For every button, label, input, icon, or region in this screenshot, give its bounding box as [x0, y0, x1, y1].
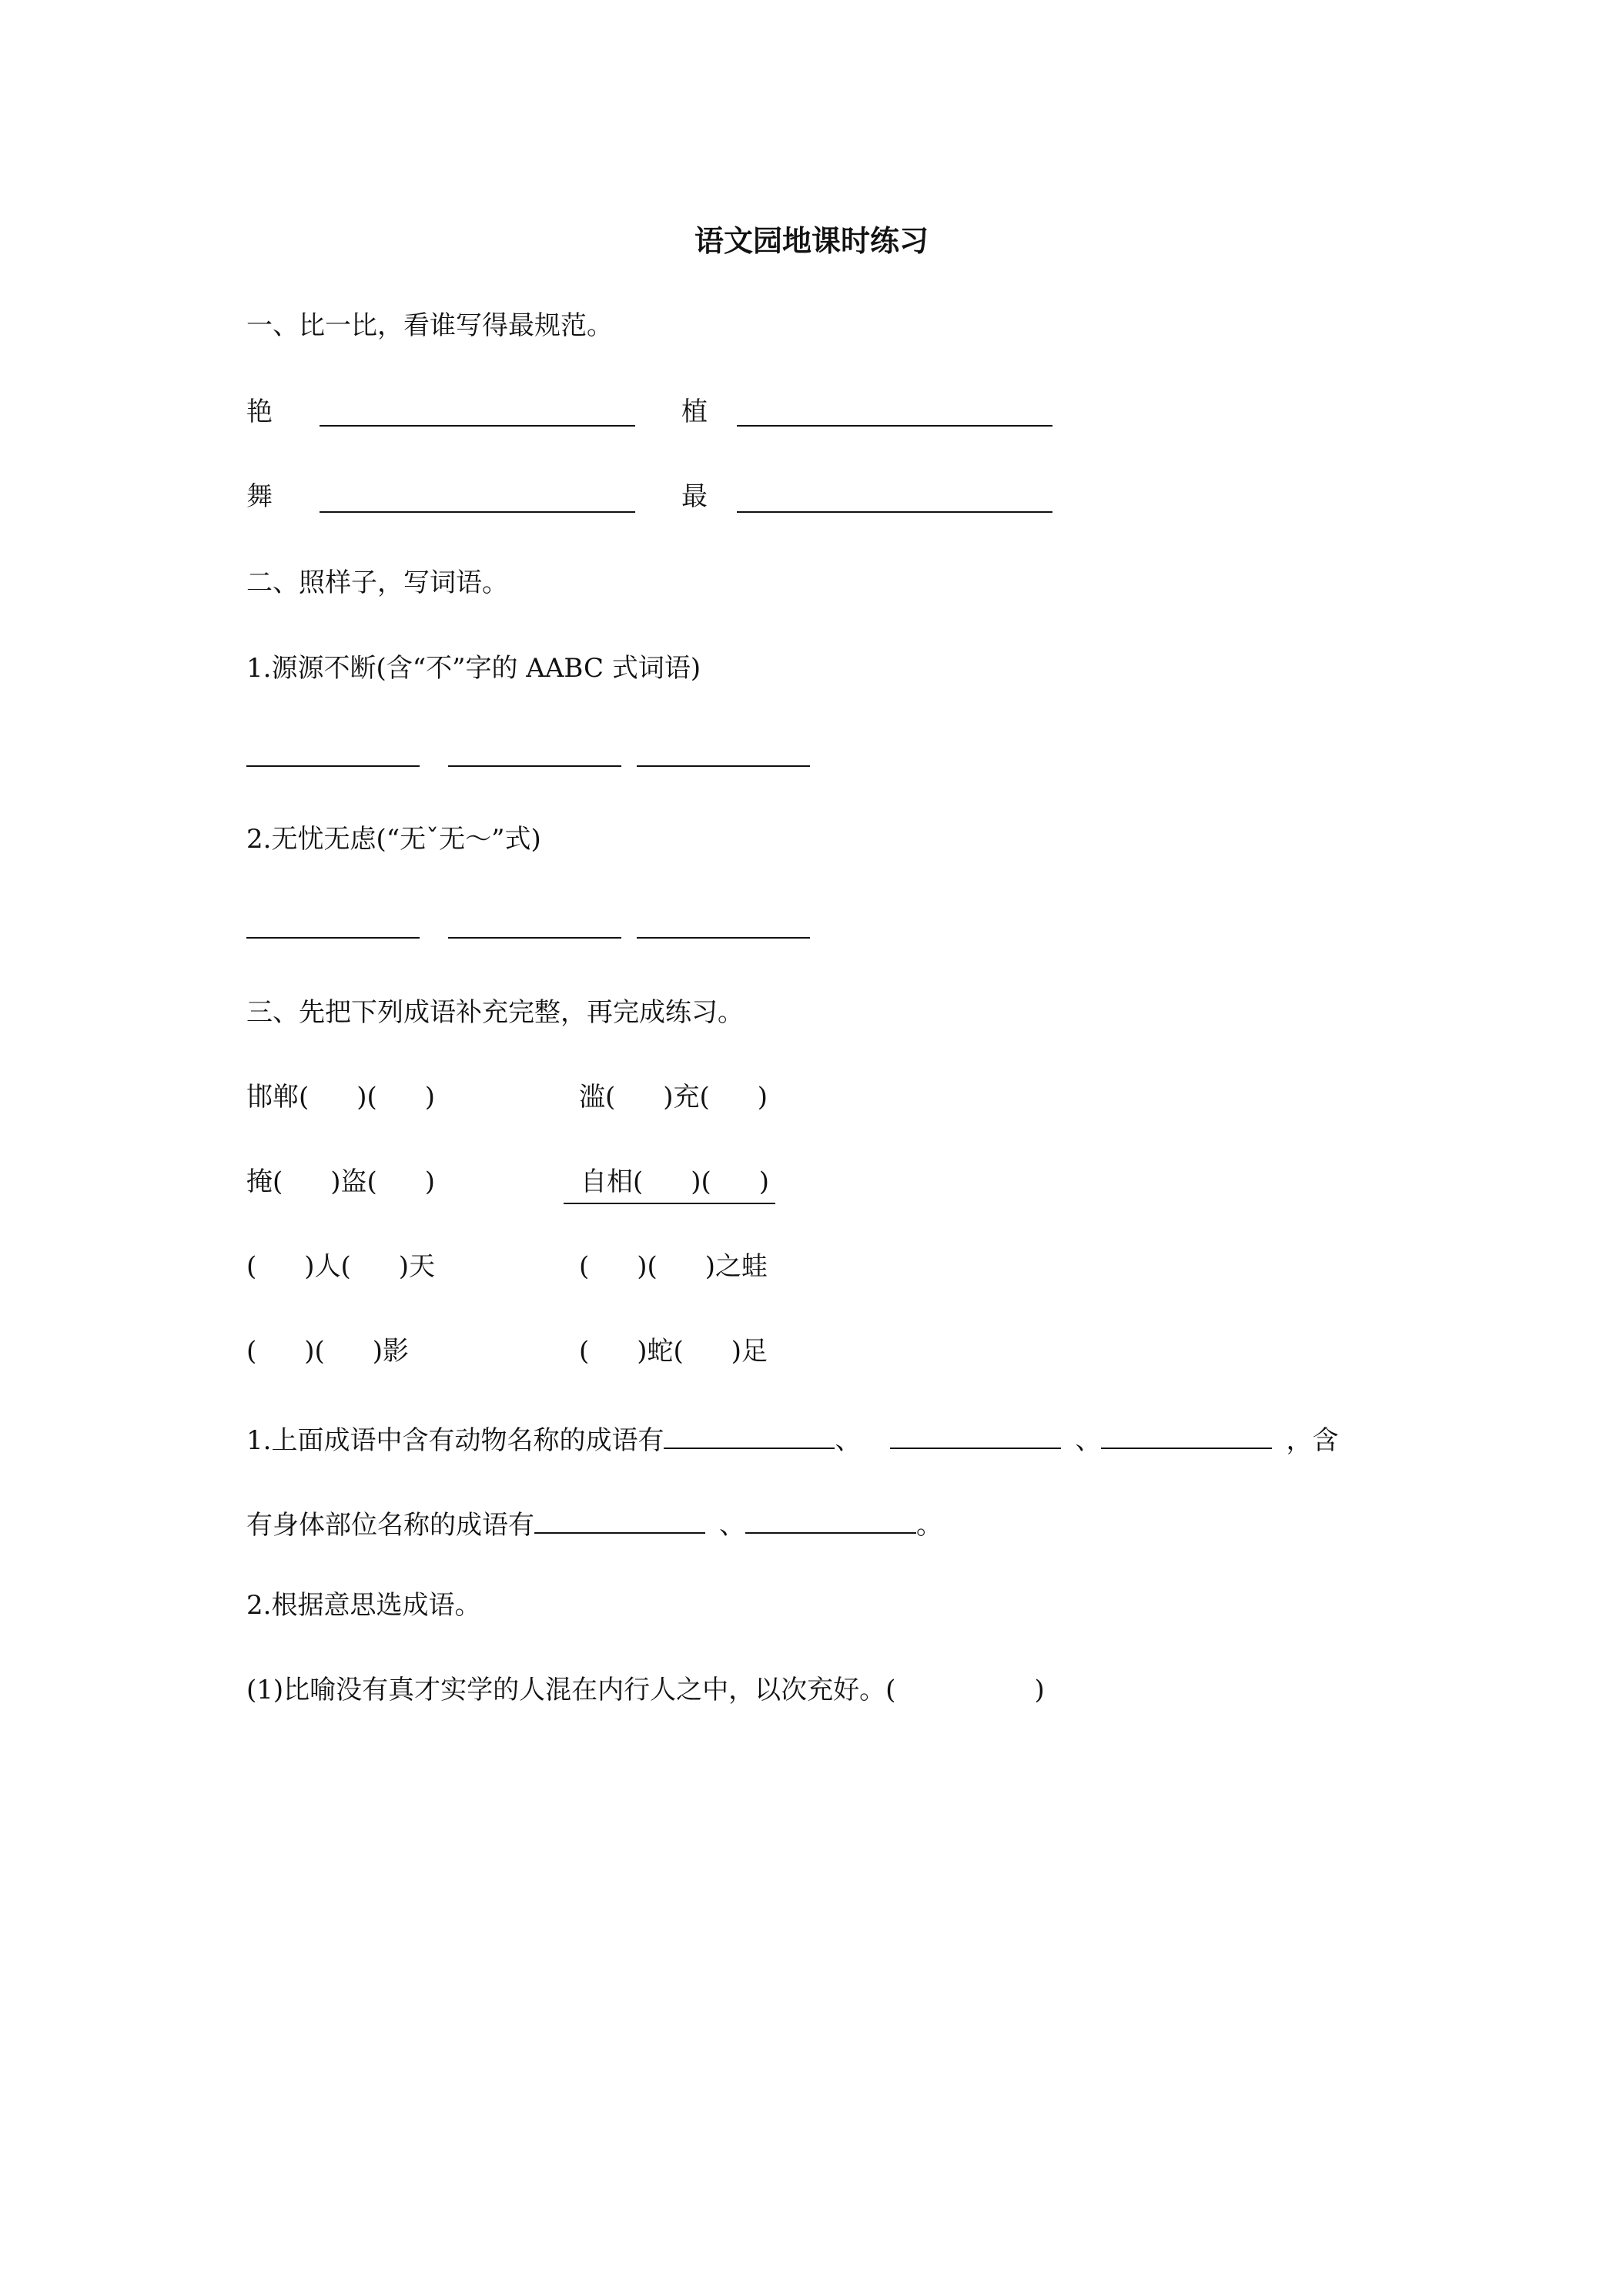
blank-zui[interactable] [737, 510, 1052, 513]
char-wu: 舞 [246, 481, 273, 512]
section2-q2: 2.无忧无虑(“无ˇ无～”式) [246, 824, 541, 855]
idiom-handan-xuebu: 邯郸( )( ) [246, 1082, 436, 1113]
section3-q2-1: (1)比喻没有真才实学的人混在内行人之中，以次充好。( ) [246, 1675, 1045, 1705]
idiom-jingdi-zhiwa: ( )( )之蛙 [579, 1251, 768, 1282]
section3-heading: 三、先把下列成语补充完整，再完成练习。 [246, 997, 744, 1028]
q1-blank-3[interactable] [637, 764, 810, 767]
idiom-rendingshengtian: ( )人( )天 [246, 1251, 436, 1282]
blank-zhi[interactable] [737, 423, 1052, 427]
section2-heading: 二、照样子，写词语。 [246, 567, 508, 598]
q2-blank-1[interactable] [246, 935, 420, 939]
idiom-lanyu-chongshu: 滥( )充( ) [579, 1082, 768, 1113]
char-zhi: 植 [681, 397, 708, 427]
q1-blank-1[interactable] [246, 764, 420, 767]
char-zui: 最 [681, 481, 708, 512]
q1-blank-2[interactable] [448, 764, 621, 767]
animal-idiom-blank-3[interactable] [1101, 1417, 1272, 1449]
section2-q1: 1.源源不断(含“不”字的 AABC 式词语) [246, 653, 701, 684]
page-title: 语文园地课时练习 [694, 223, 929, 258]
idiom-yaner-daoling: 掩( )盗( ) [246, 1166, 436, 1197]
idiom-zixiang-maodun: 自相( )( ) [564, 1163, 775, 1204]
idiom-huashe-tianzu: ( )蛇( )足 [579, 1336, 768, 1367]
section1-heading: 一、比一比，看谁写得最规范。 [246, 310, 613, 341]
animal-idiom-blank-1[interactable] [664, 1417, 835, 1449]
blank-wu[interactable] [320, 510, 635, 513]
char-yan: 艳 [246, 397, 273, 427]
body-idiom-blank-1[interactable] [534, 1501, 705, 1534]
q2-blank-3[interactable] [637, 935, 810, 939]
section3-q2: 2.根据意思选成语。 [246, 1590, 481, 1621]
animal-idiom-blank-2[interactable] [890, 1417, 1061, 1449]
section3-q1-line2: 有身体部位名称的成语有 、 。 [246, 1501, 942, 1545]
idiom-beigong-sheying: ( )( )影 [246, 1336, 410, 1367]
blank-yan[interactable] [320, 423, 635, 427]
section3-q1-line1: 1.上面成语中含有动物名称的成语有 、 、 ，含 [246, 1417, 1338, 1460]
body-idiom-blank-2[interactable] [745, 1501, 916, 1534]
q2-blank-2[interactable] [448, 935, 621, 939]
